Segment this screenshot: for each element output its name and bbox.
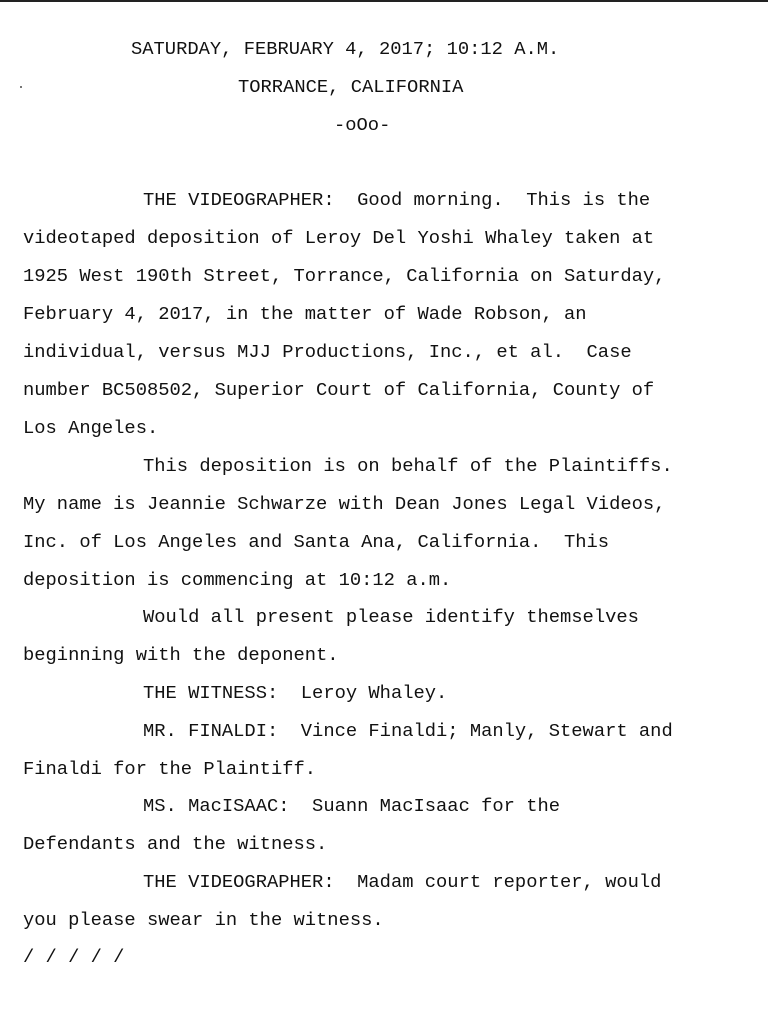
transcript-line-9: My name is Jeannie Schwarze with Dean Jones Legal Videos, (23, 493, 666, 515)
top-border-line (0, 0, 768, 2)
transcript-line-12: Would all present please identify themselves (143, 606, 639, 628)
transcript-line-21: / / / / / (23, 946, 125, 968)
scan-speck (20, 86, 22, 88)
transcript-line-20: you please swear in the witness. (23, 909, 384, 931)
header-location: TORRANCE, CALIFORNIA (238, 76, 464, 98)
transcript-line-2: videotaped deposition of Leroy Del Yoshi Whaley taken at (23, 227, 655, 249)
transcript-line-1: THE VIDEOGRAPHER: Good morning. This is the (143, 189, 651, 211)
transcript-line-3: 1925 West 190th Street, Torrance, California on Saturday, (23, 265, 666, 287)
transcript-line-13: beginning with the deponent. (23, 644, 339, 666)
transcript-line-6: number BC508502, Superior Court of California, County of (23, 379, 655, 401)
transcript-line-5: individual, versus MJJ Productions, Inc., et al. Case (23, 341, 632, 363)
transcript-line-14: THE WITNESS: Leroy Whaley. (143, 682, 448, 704)
header-separator: -oOo- (334, 114, 391, 136)
transcript-line-7: Los Angeles. (23, 417, 159, 439)
transcript-line-11: deposition is commencing at 10:12 a.m. (23, 569, 452, 591)
transcript-line-16: Finaldi for the Plaintiff. (23, 758, 317, 780)
transcript-line-10: Inc. of Los Angeles and Santa Ana, California. This (23, 531, 610, 553)
header-date-time: SATURDAY, FEBRUARY 4, 2017; 10:12 A.M. (131, 38, 560, 60)
transcript-line-19: THE VIDEOGRAPHER: Madam court reporter, would (143, 871, 662, 893)
transcript-line-15: MR. FINALDI: Vince Finaldi; Manly, Stewart and (143, 720, 673, 742)
transcript-line-8: This deposition is on behalf of the Plaintiffs. (143, 455, 673, 477)
transcript-line-4: February 4, 2017, in the matter of Wade Robson, an (23, 303, 587, 325)
transcript-line-17: MS. MacISAAC: Suann MacIsaac for the (143, 795, 561, 817)
transcript-line-18: Defendants and the witness. (23, 833, 328, 855)
